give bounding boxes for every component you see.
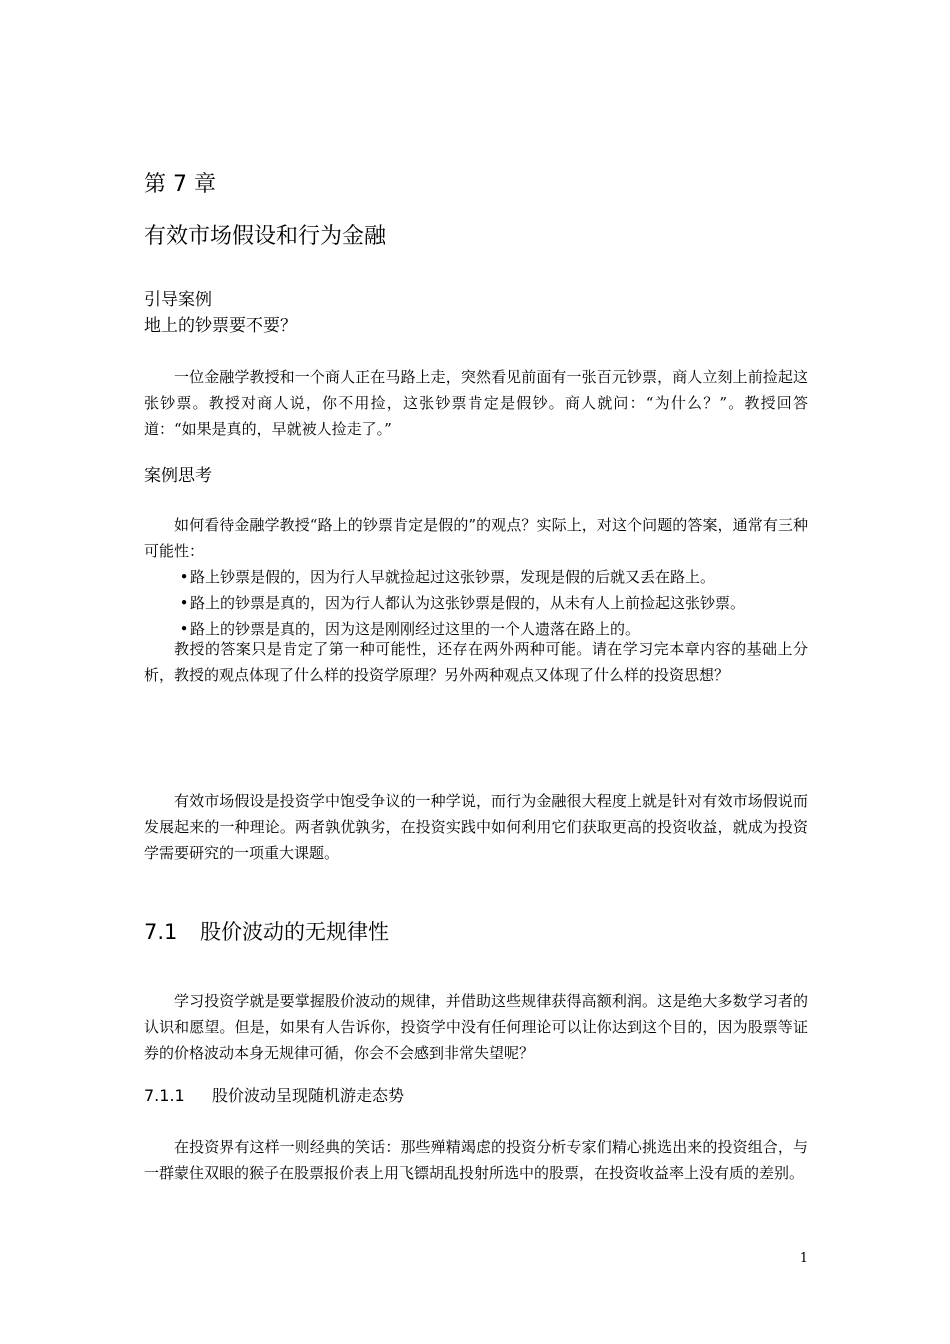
case-thinking-conclusion: 教授的答案只是肯定了第一种可能性，还存在两外两种可能。请在学习完本章内容的基础上分析，教授的观点体现了什么样的投资学原理？另外两种观点又体现了什么样的投资思想？ (144, 640, 808, 684)
bullet-symbol: • (179, 620, 189, 638)
subsection-number: 7.1.1 (144, 1086, 185, 1105)
case-thinking-label: 案例思考 (144, 466, 212, 486)
chapter-title: 有效市场假设和行为金融 (144, 224, 387, 249)
subsection-paragraph: 在投资界有这样一则经典的笑话：那些殚精竭虑的投资分析专家们精心挑选出来的投资组合，与一群蒙住双眼的猴子在股票报价表上用飞镖胡乱投射所选中的股票，在投资收益率上没有质的差别。 (144, 1138, 808, 1182)
chapter-intro-paragraph: 有效市场假设是投资学中饱受争议的一种学说，而行为金融很大程度上就是针对有效市场假说而发展起来的一种理论。两者孰优孰劣，在投资实践中如何利用它们获取更高的投资收益，就成为投资学需要研究的一项重大课题。 (144, 792, 808, 862)
chapter-number: 第 7 章 (144, 172, 216, 197)
section-heading (144, 917, 389, 947)
subsection-title: 股价波动呈现随机游走态势 (212, 1086, 405, 1105)
bullet-text: 路上钞票是假的，因为行人早就捡起过这张钞票，发现是假的后就又丢在路上。 (190, 568, 716, 586)
bullet-symbol: • (179, 568, 189, 586)
subsection-heading (144, 1084, 404, 1108)
guide-case-label: 引导案例 (144, 290, 212, 310)
bullet-text: 路上的钞票是真的，因为行人都认为这张钞票是假的，从未有人上前捡起这张钞票。 (190, 594, 746, 612)
page-number: 1 (799, 1251, 808, 1266)
bullet-symbol: • (179, 594, 189, 612)
bullet-item (178, 564, 818, 590)
guide-case-story: 一位金融学教授和一个商人正在马路上走，突然看见前面有一张百元钞票，商人立刻上前捡起这张钞票。教授对商人说，你不用捡，这张钞票肯定是假钞。商人就问：“为什么？”。教授回答道：“如果是真的，早就被人捡走了。” (144, 368, 808, 438)
bullet-item (178, 590, 818, 616)
case-thinking-intro: 如何看待金融学教授“路上的钞票肯定是假的”的观点？实际上，对这个问题的答案，通常有三种可能性： (144, 516, 808, 560)
section-paragraph: 学习投资学就是要掌握股价波动的规律，并借助这些规律获得高额利润。这是绝大多数学习者的认识和愿望。但是，如果有人告诉你，投资学中没有任何理论可以让你达到这个目的，因为股票等证券的价格波动本身无规律可循，你会不会感到非常失望呢？ (144, 992, 808, 1062)
section-number: 7.1 (144, 920, 178, 944)
section-title: 股价波动的无规律性 (200, 920, 389, 944)
guide-case-title: 地上的钞票要不要？ (144, 316, 297, 336)
bullet-text: 路上的钞票是真的，因为这是刚刚经过这里的一个人遗落在路上的。 (190, 620, 641, 638)
